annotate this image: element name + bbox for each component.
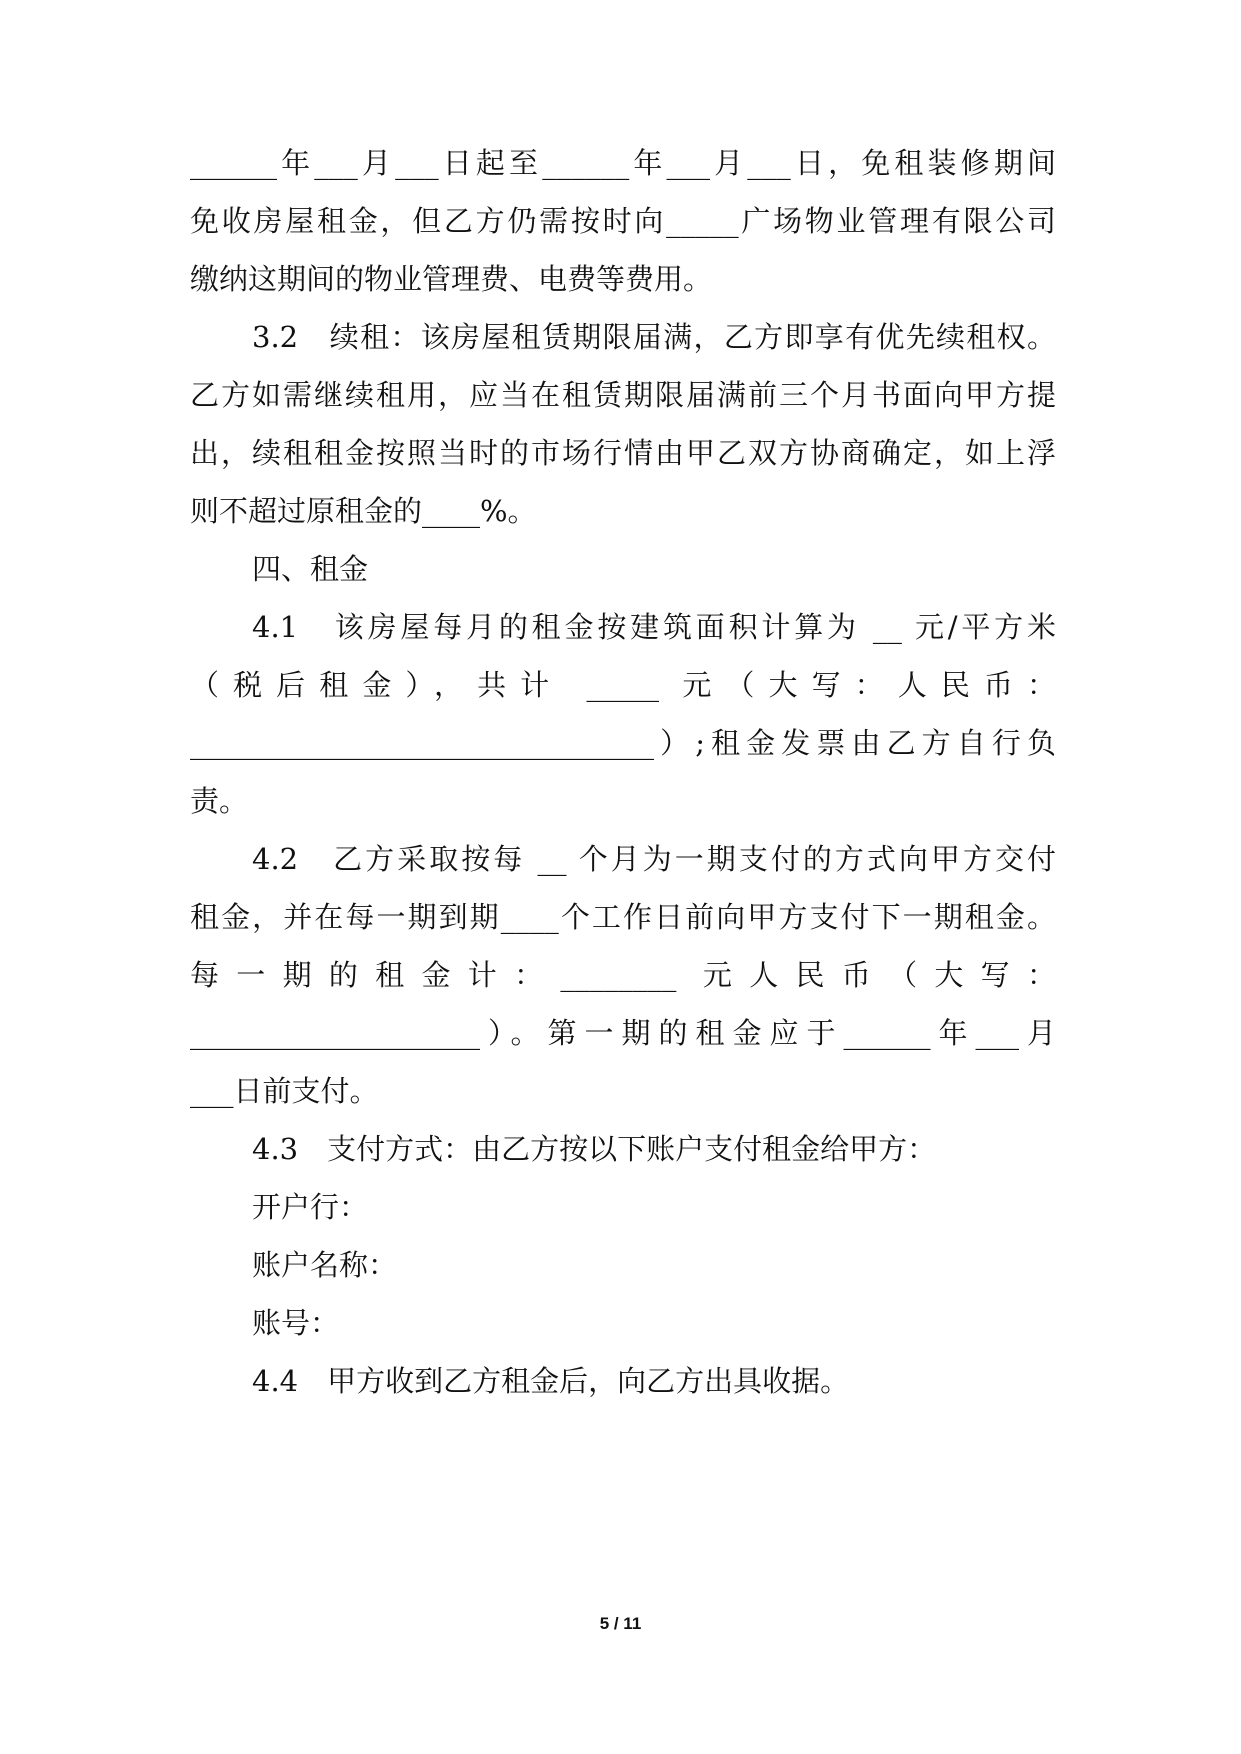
clause-3-2-line-2: 乙方如需继续租用，应当在租赁期限届满前三个月书面向甲方提 — [190, 378, 1056, 412]
clause-3-2-line-4: 则不超过原租金的____%。 — [190, 494, 537, 528]
text-line-2: 免收房屋租金，但乙方仍需按时向_____广场物业管理有限公司 — [190, 204, 1056, 238]
clause-4-1-line-2: （税后租金），共计 _____ 元（大写：人民币： — [190, 668, 1056, 702]
account-number-label: 账号： — [252, 1306, 340, 1340]
clause-4-2-line-3: 每一期的租金计：________ 元人民币（大写： — [190, 958, 1056, 992]
clause-4-2-line-5: ___日前支付。 — [190, 1074, 379, 1108]
clause-4-2-line-4: ____________________）。第一期的租金应于______年___月 — [190, 1016, 1056, 1050]
clause-4-4: 4.4 甲方收到乙方租金后，向乙方出具收据。 — [252, 1364, 850, 1398]
clause-4-1-line-4: 责。 — [190, 784, 249, 818]
text-line-3: 缴纳这期间的物业管理费、电费等费用。 — [190, 262, 713, 296]
page-number: 5 / 11 — [599, 1614, 642, 1633]
clause-3-2-line-1: 3.2 续租：该房屋租赁期限届满，乙方即享有优先续租权。 — [252, 320, 1056, 354]
text-line-1: ______年___月___日起至______年___月___日，免租装修期间 — [190, 146, 1056, 180]
section-heading-rent: 四、租金 — [252, 552, 369, 586]
bank-name-label: 开户行： — [252, 1190, 369, 1224]
clause-4-2-line-2: 租金，并在每一期到期____个工作日前向甲方支付下一期租金。 — [190, 900, 1056, 934]
clause-4-1-line-1: 4.1 该房屋每月的租金按建筑面积计算为 __ 元/平方米 — [252, 610, 1056, 644]
clause-4-2-line-1: 4.2 乙方采取按每 __ 个月为一期支付的方式向甲方交付 — [252, 842, 1056, 876]
account-name-label: 账户名称： — [252, 1248, 398, 1282]
clause-3-2-line-3: 出，续租租金按照当时的市场行情由甲乙双方协商确定，如上浮 — [190, 436, 1056, 470]
clause-4-1-line-3: ________________________________）;租金发票由乙方自行负 — [190, 726, 1056, 760]
clause-4-3: 4.3 支付方式：由乙方按以下账户支付租金给甲方： — [252, 1132, 937, 1166]
